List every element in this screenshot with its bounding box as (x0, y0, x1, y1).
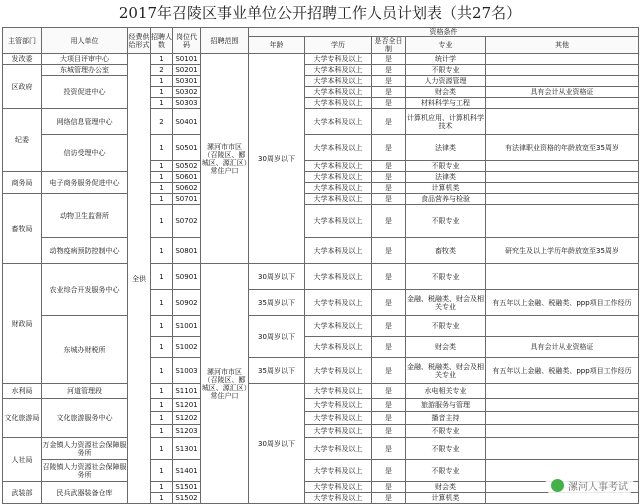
code-cell: S0302 (173, 87, 201, 98)
dept-cell: 文化旅游局 (3, 399, 42, 438)
age-cell: 30周岁以下 (249, 54, 305, 264)
code-cell: S1201 (173, 399, 201, 412)
age-cell: 30周岁以下 (249, 384, 305, 504)
code-cell: S0602 (173, 183, 201, 194)
fulltime-cell: 是 (372, 109, 406, 135)
edu-cell: 大学专科及以上 (305, 384, 372, 399)
edu-cell: 大学专科及以上 (305, 412, 372, 425)
dept-cell: 水利局 (3, 384, 42, 399)
major-cell: 统计学 (406, 54, 486, 65)
fulltime-cell: 是 (372, 316, 406, 337)
code-cell: S0201 (173, 65, 201, 76)
edu-cell: 大学专科及以上 (305, 54, 372, 65)
other-cell (486, 425, 639, 438)
fulltime-cell: 是 (372, 76, 406, 87)
count-cell: 2 (151, 109, 173, 135)
unit-cell: 网络信息管理中心 (42, 109, 128, 135)
major-cell: 计算机应用、计算机科学技术 (406, 109, 486, 135)
fulltime-cell: 是 (372, 384, 406, 399)
dept-cell: 纪委 (3, 109, 42, 172)
fulltime-cell: 是 (372, 399, 406, 412)
count-cell: 1 (151, 316, 173, 337)
other-cell: 具有会计从业资格证 (486, 87, 639, 98)
major-cell: 人力资源管理 (406, 76, 486, 87)
other-cell (486, 194, 639, 205)
unit-cell: 动物疫病预防控制中心 (42, 238, 128, 264)
header-qualifications: 资格条件 (249, 28, 639, 37)
dept-cell: 人社局 (3, 438, 42, 482)
fulltime-cell: 是 (372, 65, 406, 76)
count-cell: 1 (151, 358, 173, 384)
code-cell: S1202 (173, 412, 201, 425)
count-cell: 1 (151, 482, 173, 493)
major-cell: 财会类 (406, 337, 486, 358)
other-cell (486, 316, 639, 337)
dept-cell: 区政府 (3, 65, 42, 109)
fulltime-cell: 是 (372, 161, 406, 172)
fulltime-cell: 是 (372, 87, 406, 98)
edu-cell: 大学本科及以上 (305, 109, 372, 135)
dept-cell: 财政局 (3, 264, 42, 384)
header-edu: 学历 (305, 37, 372, 54)
other-cell (486, 109, 639, 135)
edu-cell: 大学本科及以上 (305, 65, 372, 76)
count-cell: 1 (151, 87, 173, 98)
major-cell: 法律类 (406, 172, 486, 183)
major-cell: 法律类 (406, 135, 486, 161)
code-cell: S0501 (173, 135, 201, 161)
code-cell: S1101 (173, 384, 201, 399)
unit-cell: 东城管理办公室 (42, 65, 128, 76)
fulltime-cell: 是 (372, 172, 406, 183)
unit-cell: 动物卫生监督所 (42, 194, 128, 238)
edu-cell: 大学本科及以上 (305, 264, 372, 290)
header-unit: 用人单位 (42, 28, 128, 54)
fulltime-cell: 是 (372, 425, 406, 438)
unit-cell: 农业综合开发服务中心 (42, 264, 128, 316)
other-cell (486, 438, 639, 460)
other-cell: 具有会计从业资格证 (486, 337, 639, 358)
other-cell: 有五年以上金融、税融类、ppp项目工作经历 (486, 290, 639, 316)
dept-cell: 商务局 (3, 172, 42, 194)
code-cell: S0502 (173, 161, 201, 172)
code-cell: S0301 (173, 76, 201, 87)
code-cell: S1203 (173, 425, 201, 438)
code-cell: S0902 (173, 290, 201, 316)
major-cell: 不限专业 (406, 65, 486, 76)
fulltime-cell: 是 (372, 54, 406, 65)
unit-cell: 东城办财税所 (42, 316, 128, 384)
fulltime-cell: 是 (372, 482, 406, 493)
other-cell (486, 172, 639, 183)
scope-cell: 漯河市市区（召陵区、郾城区、源汇区）常住户口 (201, 54, 249, 264)
header-count: 招聘人数 (151, 28, 173, 54)
major-cell: 金融、税融类、财会及相关专业 (406, 290, 486, 316)
code-cell: S0303 (173, 98, 201, 109)
other-cell (486, 412, 639, 425)
major-cell: 畜牧类 (406, 238, 486, 264)
count-cell: 1 (151, 76, 173, 87)
count-cell: 1 (151, 264, 173, 290)
major-cell: 财会类 (406, 482, 486, 493)
count-cell: 1 (151, 412, 173, 425)
major-cell: 旅游服务与管理 (406, 399, 486, 412)
major-cell: 播音主持 (406, 412, 486, 425)
unit-cell: 电子商务服务促进中心 (42, 172, 128, 194)
fulltime-cell: 是 (372, 337, 406, 358)
other-cell: 研究生及以上学历年龄放宽至35周岁 (486, 238, 639, 264)
dept-cell: 发改委 (3, 54, 42, 65)
major-cell: 金融、税融类、财会及相关专业 (406, 358, 486, 384)
edu-cell: 大学本科及以上 (305, 135, 372, 161)
major-cell: 食品营养与检验 (406, 194, 486, 205)
count-cell: 1 (151, 493, 173, 504)
age-cell: 30周岁以下 (249, 264, 305, 290)
major-cell: 水电相关专业 (406, 384, 486, 399)
unit-cell: 民兵武器装备仓库 (42, 482, 128, 504)
code-cell: S0701 (173, 194, 201, 205)
edu-cell: 大学专科及以上 (305, 460, 372, 482)
header-scope: 招聘范围 (201, 28, 249, 54)
age-cell: 35周岁以下 (249, 290, 305, 316)
dept-cell: 畜牧局 (3, 194, 42, 264)
major-cell: 财会类 (406, 87, 486, 98)
other-cell: 有法律职业资格的年龄放宽至35周岁 (486, 135, 639, 161)
count-cell: 2 (151, 65, 173, 76)
other-cell (486, 65, 639, 76)
count-cell: 1 (151, 238, 173, 264)
count-cell: 1 (151, 425, 173, 438)
fulltime-cell: 是 (372, 412, 406, 425)
edu-cell: 大学专科及以上 (305, 425, 372, 438)
other-cell (486, 161, 639, 172)
major-cell: 不限专业 (406, 460, 486, 482)
header-dept: 主管部门 (3, 28, 42, 54)
edu-cell: 大学本科及以上 (305, 87, 372, 98)
wechat-icon (551, 479, 564, 492)
code-cell: S0901 (173, 264, 201, 290)
major-cell: 计算机类 (406, 493, 486, 504)
edu-cell: 大学本科及以上 (305, 205, 372, 238)
major-cell: 不限专业 (406, 438, 486, 460)
major-cell: 计算机类 (406, 183, 486, 194)
fulltime-cell: 是 (372, 98, 406, 109)
fulltime-cell: 是 (372, 183, 406, 194)
watermark (545, 475, 634, 495)
count-cell: 1 (151, 384, 173, 399)
other-cell (486, 98, 639, 109)
header-other: 其他 (486, 37, 639, 54)
major-cell: 不限专业 (406, 316, 486, 337)
header-major: 专业 (406, 37, 486, 54)
code-cell: S0702 (173, 205, 201, 238)
age-cell: 30周岁以下 (249, 316, 305, 358)
scope-cell: 漯河市市区（召陵区、郾城区、源汇区）常住户口 (201, 264, 249, 504)
code-cell: S1003 (173, 358, 201, 384)
fulltime-cell: 是 (372, 460, 406, 482)
major-cell: 不限专业 (406, 264, 486, 290)
header-code: 岗位代码 (173, 28, 201, 54)
unit-cell: 投资促进中心 (42, 76, 128, 109)
count-cell: 1 (151, 98, 173, 109)
edu-cell: 大学专科及以上 (305, 438, 372, 460)
fulltime-cell: 是 (372, 135, 406, 161)
page-title: 2017年召陵区事业单位公开招聘工作人员计划表（共27名） (118, 4, 522, 22)
fulltime-cell: 是 (372, 438, 406, 460)
unit-cell: 召陵镇人力资源社会保障服务所 (42, 460, 128, 482)
header-age: 年龄 (249, 37, 305, 54)
edu-cell: 大学本科及以上 (305, 76, 372, 87)
code-cell: S1501 (173, 482, 201, 493)
unit-cell: 大项目评审中心 (42, 54, 128, 65)
unit-cell: 信访受理中心 (42, 135, 128, 172)
other-cell (486, 399, 639, 412)
count-cell: 1 (151, 399, 173, 412)
code-cell: S0601 (173, 172, 201, 183)
edu-cell: 大学本科及以上 (305, 194, 372, 205)
age-cell: 35周岁以下 (249, 358, 305, 384)
count-cell: 1 (151, 54, 173, 65)
edu-cell: 大学专科及以上 (305, 493, 372, 504)
other-cell: 有五年以上金融、税融类、ppp项目工作经历 (486, 358, 639, 384)
fulltime-cell: 是 (372, 493, 406, 504)
edu-cell: 大学本科及以上 (305, 98, 372, 109)
fulltime-cell: 是 (372, 358, 406, 384)
code-cell: S0401 (173, 109, 201, 135)
fulltime-cell: 是 (372, 290, 406, 316)
edu-cell: 大学专科及以上 (305, 358, 372, 384)
code-cell: S1301 (173, 438, 201, 460)
major-cell: 材料科学与工程 (406, 98, 486, 109)
unit-cell: 文化旅游服务中心 (42, 399, 128, 438)
header-funding: 经费供给形式 (128, 28, 151, 54)
count-cell: 1 (151, 337, 173, 358)
edu-cell: 大学专科及以上 (305, 290, 372, 316)
funding-cell: 全供 (128, 54, 151, 504)
other-cell (486, 384, 639, 399)
fulltime-cell: 是 (372, 264, 406, 290)
unit-cell: 万金镇人力资源社会保障服务所 (42, 438, 128, 460)
code-cell: S0801 (173, 238, 201, 264)
count-cell: 1 (151, 161, 173, 172)
watermark-text: 漯河人事考试 (568, 481, 628, 493)
dept-cell: 武装部 (3, 482, 42, 504)
code-cell: S1502 (173, 493, 201, 504)
other-cell (486, 54, 639, 65)
count-cell: 1 (151, 205, 173, 238)
count-cell: 1 (151, 290, 173, 316)
fulltime-cell: 是 (372, 205, 406, 238)
fulltime-cell: 是 (372, 194, 406, 205)
count-cell: 1 (151, 183, 173, 194)
edu-cell: 大学本科及以上 (305, 172, 372, 183)
code-cell: S1002 (173, 337, 201, 358)
edu-cell: 大学本科及以上 (305, 238, 372, 264)
count-cell: 1 (151, 135, 173, 161)
code-cell: S1001 (173, 316, 201, 337)
other-cell (486, 205, 639, 238)
major-cell: 不限专业 (406, 205, 486, 238)
other-cell (486, 183, 639, 194)
other-cell (486, 264, 639, 290)
edu-cell: 大学本科及以上 (305, 337, 372, 358)
code-cell: S1401 (173, 460, 201, 482)
edu-cell: 大学专科及以上 (305, 399, 372, 412)
edu-cell: 大学专科及以上 (305, 482, 372, 493)
edu-cell: 大学本科及以上 (305, 316, 372, 337)
fulltime-cell: 是 (372, 238, 406, 264)
major-cell: 不限专业 (406, 161, 486, 172)
header-fulltime: 是否全日制 (372, 37, 406, 54)
count-cell: 1 (151, 194, 173, 205)
other-cell (486, 76, 639, 87)
major-cell: 不限专业 (406, 425, 486, 438)
edu-cell: 大学本科及以上 (305, 183, 372, 194)
count-cell: 1 (151, 460, 173, 482)
recruitment-table (2, 27, 639, 504)
unit-cell: 河道管理段 (42, 384, 128, 399)
count-cell: 1 (151, 172, 173, 183)
count-cell: 1 (151, 438, 173, 460)
code-cell: S0101 (173, 54, 201, 65)
edu-cell: 大学本科及以上 (305, 161, 372, 172)
